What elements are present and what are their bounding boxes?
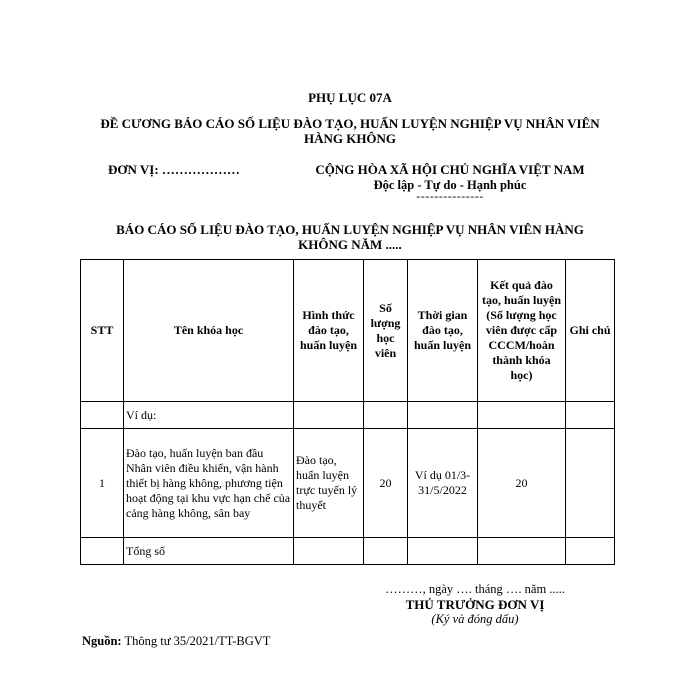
example-stt-cell bbox=[81, 402, 124, 429]
report-title-line2: KHÔNG NĂM ..... bbox=[298, 237, 402, 252]
total-label: Tổng số bbox=[124, 538, 294, 565]
total-notes-cell bbox=[566, 538, 615, 565]
row1-count: 20 bbox=[364, 429, 408, 538]
outline-title-line2: HÀNG KHÔNG bbox=[303, 131, 397, 146]
report-title bbox=[90, 222, 610, 252]
total-stt-cell bbox=[81, 538, 124, 565]
example-result-cell bbox=[478, 402, 566, 429]
header-count: Số lượng học viên bbox=[364, 260, 408, 402]
national-motto: Độc lập - Tự do - Hạnh phúc bbox=[373, 178, 527, 192]
row1-format: Đào tạo, huấn luyện trực tuyến lý thuyết bbox=[294, 429, 364, 538]
outline-title bbox=[80, 116, 620, 146]
sign-note: (Ký và đóng dấu) bbox=[431, 612, 519, 626]
total-time-cell bbox=[408, 538, 478, 565]
example-format-cell bbox=[294, 402, 364, 429]
appendix-title: PHỤ LỤC 07A bbox=[308, 90, 392, 105]
outline-title-line1: ĐỀ CƯƠNG BÁO CÁO SỐ LIỆU ĐÀO TẠO, HUẤN LUYỆN NGHIỆP VỤ NHÂN VIÊN bbox=[100, 116, 600, 131]
table-row-example bbox=[81, 402, 615, 429]
row1-notes bbox=[566, 429, 615, 538]
header-result: Kết quả đào tạo, huấn luyện (Số lượng học viên được cấp CCCM/hoàn thành khóa học) bbox=[478, 260, 566, 402]
date-line: ………, ngày …. tháng …. năm ..... bbox=[385, 582, 565, 596]
header-course-name: Tên khóa học bbox=[124, 260, 294, 402]
header-stt: STT bbox=[81, 260, 124, 402]
header-notes: Ghi chú bbox=[566, 260, 615, 402]
total-format-cell bbox=[294, 538, 364, 565]
total-result-cell bbox=[478, 538, 566, 565]
source-label: Nguồn: bbox=[82, 634, 122, 648]
unit-label: ĐƠN VỊ: ……………… bbox=[108, 162, 240, 177]
table-header-row bbox=[81, 260, 615, 402]
total-count-cell bbox=[364, 538, 408, 565]
source-line bbox=[82, 634, 270, 649]
row1-result: 20 bbox=[478, 429, 566, 538]
example-label: Ví dụ: bbox=[124, 402, 294, 429]
header-format: Hình thức đào tạo, huấn luyện bbox=[294, 260, 364, 402]
row1-course-name: Đào tạo, huấn luyện ban đầu Nhân viên điều khiển, vận hành thiết bị hàng không, phương tiện hoạt động tại khu vực hạn chế của cảng hàng không, sân bay bbox=[124, 429, 294, 538]
row1-time: Ví dụ 01/3-31/5/2022 bbox=[408, 429, 478, 538]
row1-stt: 1 bbox=[81, 429, 124, 538]
example-notes-cell bbox=[566, 402, 615, 429]
report-table bbox=[80, 259, 615, 565]
head-of-unit: THỦ TRƯỞNG ĐƠN VỊ bbox=[405, 597, 545, 612]
report-title-line1: BÁO CÁO SỐ LIỆU ĐÀO TẠO, HUẤN LUYỆN NGHIỆP VỤ NHÂN VIÊN HÀNG bbox=[116, 222, 584, 237]
table-row bbox=[81, 429, 615, 538]
example-count-cell bbox=[364, 402, 408, 429]
example-time-cell bbox=[408, 402, 478, 429]
motto-underline: --------------- bbox=[416, 189, 484, 203]
header-time: Thời gian đào tạo, huấn luyện bbox=[408, 260, 478, 402]
national-title: CỘNG HÒA XÃ HỘI CHỦ NGHĨA VIỆT NAM bbox=[315, 162, 585, 177]
source-value: Thông tư 35/2021/TT-BGVT bbox=[121, 634, 271, 648]
table-row-total bbox=[81, 538, 615, 565]
